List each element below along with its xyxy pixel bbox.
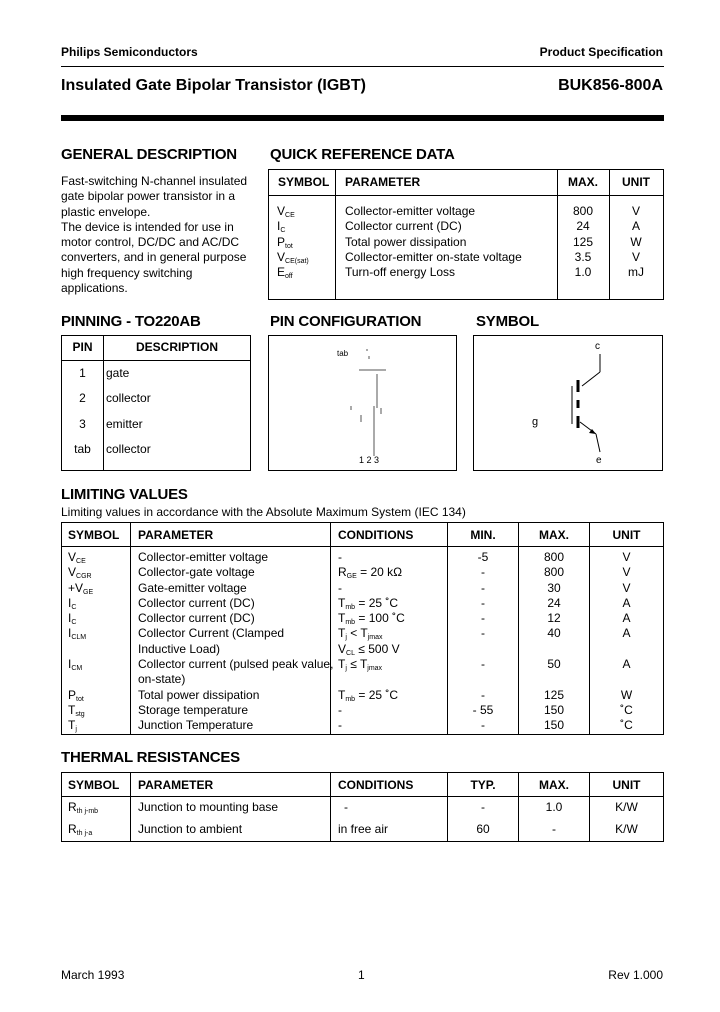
pin-description: gate <box>106 366 130 380</box>
lv-unit: V <box>622 565 631 580</box>
th-unit: K/W <box>615 822 638 836</box>
pin-number: 2 <box>79 391 86 405</box>
desc-line: applications. <box>61 281 128 296</box>
table-row <box>62 611 663 626</box>
lv-conditions-cont: $V_{CL} \le 500$ V <box>338 641 400 657</box>
igbt-symbol-icon <box>474 336 662 470</box>
lv-parameter: Collector current (DC) <box>138 595 255 610</box>
limiting-values-table <box>61 522 664 735</box>
lv-max: 150 <box>543 702 565 717</box>
lv-col-unit: UNIT <box>612 528 641 542</box>
qr-max: 800 <box>572 204 594 218</box>
lv-max: 12 <box>547 611 561 626</box>
pin-description: emitter <box>106 417 143 431</box>
th-col-typ: TYP. <box>470 778 496 792</box>
lv-conditions: - <box>338 580 342 595</box>
table-row <box>62 657 663 688</box>
lv-max: 150 <box>543 718 565 733</box>
th-typ: - <box>481 800 485 814</box>
th-symbol: $R_{th j-mb}$ <box>68 800 99 815</box>
lv-unit: A <box>622 611 631 626</box>
lv-min: - <box>481 595 485 610</box>
lv-min: - <box>481 718 485 733</box>
th-symbol: $R_{th j-a}$ <box>68 822 93 837</box>
th-col-symbol: SYMBOL <box>68 778 120 792</box>
pin-config-tab-label: tab <box>337 349 349 358</box>
lv-symbol: $P_{tot}$ <box>68 687 84 703</box>
lv-conditions: - <box>338 718 342 733</box>
desc-line: high frequency switching <box>61 265 193 280</box>
th-max: 1.0 <box>545 800 563 814</box>
qr-unit: V <box>631 249 640 264</box>
pin-col-description: DESCRIPTION <box>135 340 218 354</box>
table-row <box>269 204 663 219</box>
quick-reference-table <box>268 169 664 300</box>
th-col-unit: UNIT <box>612 778 641 792</box>
qr-unit: A <box>631 219 640 234</box>
general-description-text <box>61 174 261 296</box>
pin-config-pin-numbers: 1 2 3 <box>359 455 380 465</box>
th-parameter: Junction to ambient <box>138 822 243 836</box>
th-unit: K/W <box>615 800 638 814</box>
pin-number: 1 <box>79 366 86 380</box>
qr-max: 3.5 <box>574 249 592 264</box>
lv-symbol: $+V_{GE}$ <box>68 580 94 596</box>
lv-max: 40 <box>547 626 561 641</box>
th-conditions: in free air <box>338 822 389 836</box>
title-rule <box>61 115 664 121</box>
lv-min: -5 <box>477 550 489 564</box>
table-row <box>62 596 663 611</box>
quick-reference-heading: QUICK REFERENCE DATA <box>270 146 455 163</box>
lv-max: 30 <box>547 580 561 595</box>
header-rule <box>61 66 664 67</box>
table-row <box>62 800 663 816</box>
qr-parameter: Collector current (DC) <box>345 219 462 234</box>
lv-symbol: $I_{CM}$ <box>68 657 83 673</box>
lv-unit: A <box>622 626 631 641</box>
desc-line: gate bipolar power transistor in a <box>61 189 236 204</box>
lv-parameter-cont: on-state) <box>138 672 186 687</box>
symbol-gate-label: g <box>532 416 539 428</box>
lv-unit: A <box>622 595 631 610</box>
table-row <box>269 250 663 265</box>
symbol-box <box>473 335 663 471</box>
table-row <box>62 688 663 703</box>
lv-conditions: - <box>338 702 342 717</box>
lv-conditions: $T_j \le T_{jmax}$ <box>338 657 383 673</box>
qr-max: 1.0 <box>574 265 592 280</box>
lv-max: 50 <box>547 657 561 672</box>
symbol-emitter-label: e <box>596 455 602 466</box>
table-row <box>62 703 663 718</box>
lv-parameter: Total power dissipation <box>138 687 260 702</box>
lv-parameter: Collector-gate voltage <box>138 565 255 580</box>
qr-col-symbol: SYMBOL <box>278 175 330 189</box>
lv-unit: W <box>620 687 633 702</box>
pin-description: collector <box>106 391 151 405</box>
qr-max: 125 <box>572 234 594 249</box>
lv-col-symbol: SYMBOL <box>68 528 120 542</box>
symbol-collector-label: c <box>595 341 600 352</box>
qr-col-unit: UNIT <box>622 175 650 189</box>
lv-conditions: - <box>338 550 342 564</box>
lv-conditions: $T_{mb} = 25$ ˚C <box>338 687 399 703</box>
lv-col-min: MIN. <box>470 528 496 542</box>
thermal-heading: THERMAL RESISTANCES <box>61 749 240 766</box>
pin-configuration-heading: PIN CONFIGURATION <box>270 313 422 330</box>
lv-parameter: Collector current (DC) <box>138 611 255 626</box>
qr-rows <box>269 204 663 280</box>
pin-number: 3 <box>79 417 86 431</box>
footer-page-number: 1 <box>358 968 365 982</box>
desc-line: converters, and in general purpose <box>61 250 247 265</box>
pin-description: collector <box>106 442 151 456</box>
lv-unit: ˚C <box>620 702 633 717</box>
lv-symbol: $T_{stg}$ <box>68 702 85 718</box>
table-row <box>62 565 663 580</box>
lv-parameter-cont: Inductive Load) <box>138 641 221 656</box>
lv-unit: ˚C <box>620 718 633 733</box>
lv-parameter: Storage temperature <box>138 702 249 717</box>
lv-max: 24 <box>547 595 561 610</box>
lv-col-parameter: PARAMETER <box>138 528 214 542</box>
th-col-parameter: PARAMETER <box>138 778 214 792</box>
lv-parameter: Collector current (pulsed peak value, <box>138 657 334 672</box>
lv-parameter: Collector-emitter voltage <box>138 550 269 564</box>
desc-line: The device is intended for use in <box>61 219 234 234</box>
qr-col-parameter: PARAMETER <box>345 175 421 189</box>
qr-symbol: $V_{CE}$ <box>277 204 295 219</box>
qr-parameter: Collector-emitter on-state voltage <box>345 249 522 264</box>
lv-col-max: MAX. <box>539 528 569 542</box>
qr-parameter: Total power dissipation <box>345 234 467 249</box>
table-row <box>269 235 663 250</box>
footer-revision: Rev 1.000 <box>608 968 663 982</box>
document-type: Product Specification <box>539 45 663 59</box>
lv-conditions: $T_j < T_{jmax}$ <box>338 626 383 642</box>
desc-line: plastic envelope. <box>61 204 151 219</box>
table-row <box>62 626 663 657</box>
lv-symbol: $I_C$ <box>68 611 77 627</box>
lv-max: 125 <box>543 687 565 702</box>
footer-date: March 1993 <box>61 968 125 982</box>
table-row <box>269 219 663 234</box>
qr-symbol: $I_C$ <box>277 219 286 235</box>
qr-max: 24 <box>576 219 590 234</box>
qr-unit: V <box>631 204 640 218</box>
qr-parameter: Collector-emitter voltage <box>345 204 476 218</box>
lv-parameter: Collector Current (Clamped <box>138 626 285 641</box>
part-number: BUK856-800A <box>558 77 663 94</box>
lv-min: - <box>481 565 485 580</box>
pinning-table <box>61 335 251 471</box>
symbol-heading: SYMBOL <box>476 313 539 330</box>
pinning-heading: PINNING - TO220AB <box>61 313 201 330</box>
document-title: Insulated Gate Bipolar Transistor (IGBT) <box>61 77 366 94</box>
lv-min: - <box>481 657 485 672</box>
lv-conditions: $R_{GE} = 20$ kΩ <box>338 565 403 581</box>
table-row <box>62 550 663 565</box>
lv-conditions: $T_{mb} = 100$ ˚C <box>338 611 405 627</box>
lv-symbol: $V_{CGR}$ <box>68 565 92 581</box>
qr-parameter: Turn-off energy Loss <box>345 265 456 280</box>
lv-symbol: $V_{CE}$ <box>68 550 86 565</box>
th-parameter: Junction to mounting base <box>138 800 279 814</box>
limiting-values-subtitle: Limiting values in accordance with the Absolute Maximum System (IEC 134) <box>61 505 466 519</box>
to220-package-drawing <box>269 336 456 470</box>
limiting-values-heading: LIMITING VALUES <box>61 486 188 503</box>
lv-symbol: $I_{CLM}$ <box>68 626 87 642</box>
company-name: Philips Semiconductors <box>61 45 198 59</box>
qr-symbol: $V_{CE(sat)}$ <box>277 249 309 265</box>
lv-min: - <box>481 580 485 595</box>
thermal-table <box>61 772 664 842</box>
desc-line: Fast-switching N-channel insulated <box>61 174 248 188</box>
lv-max: 800 <box>543 550 565 564</box>
qr-unit: mJ <box>628 265 644 280</box>
lv-min: - <box>481 611 485 626</box>
lv-max: 800 <box>543 565 565 580</box>
lv-min: - <box>481 687 485 702</box>
lv-rows <box>62 550 663 734</box>
table-row <box>62 718 663 733</box>
th-col-conditions: CONDITIONS <box>338 778 414 792</box>
lv-parameter: Gate-emitter voltage <box>138 580 247 595</box>
lv-conditions: $T_{mb} = 25$ ˚C <box>338 595 399 611</box>
th-typ: 60 <box>476 822 490 836</box>
general-description-heading: GENERAL DESCRIPTION <box>61 146 237 163</box>
lv-min: - <box>481 626 485 641</box>
table-row <box>269 265 663 280</box>
pin-number: tab <box>74 442 91 456</box>
qr-symbol: $E_{off}$ <box>277 265 293 281</box>
th-col-max: MAX. <box>539 778 569 792</box>
th-conditions: - <box>344 800 348 814</box>
lv-symbol: $I_C$ <box>68 595 77 611</box>
lv-unit: V <box>622 580 631 595</box>
lv-min: - 55 <box>472 702 494 717</box>
th-max: - <box>552 822 556 836</box>
pin-col-pin: PIN <box>72 340 93 354</box>
lv-col-conditions: CONDITIONS <box>338 528 414 542</box>
lv-parameter: Junction Temperature <box>138 718 254 733</box>
table-row <box>62 581 663 596</box>
desc-line: motor control, DC/DC and AC/DC <box>61 235 240 250</box>
pin-configuration-box <box>268 335 457 471</box>
lv-symbol: $T_j$ <box>68 718 77 734</box>
qr-unit: W <box>630 234 642 249</box>
lv-unit: V <box>622 550 631 564</box>
lv-unit: A <box>622 657 631 672</box>
qr-symbol: $P_{tot}$ <box>277 234 293 250</box>
qr-col-max: MAX. <box>568 175 598 189</box>
table-row <box>62 822 663 838</box>
